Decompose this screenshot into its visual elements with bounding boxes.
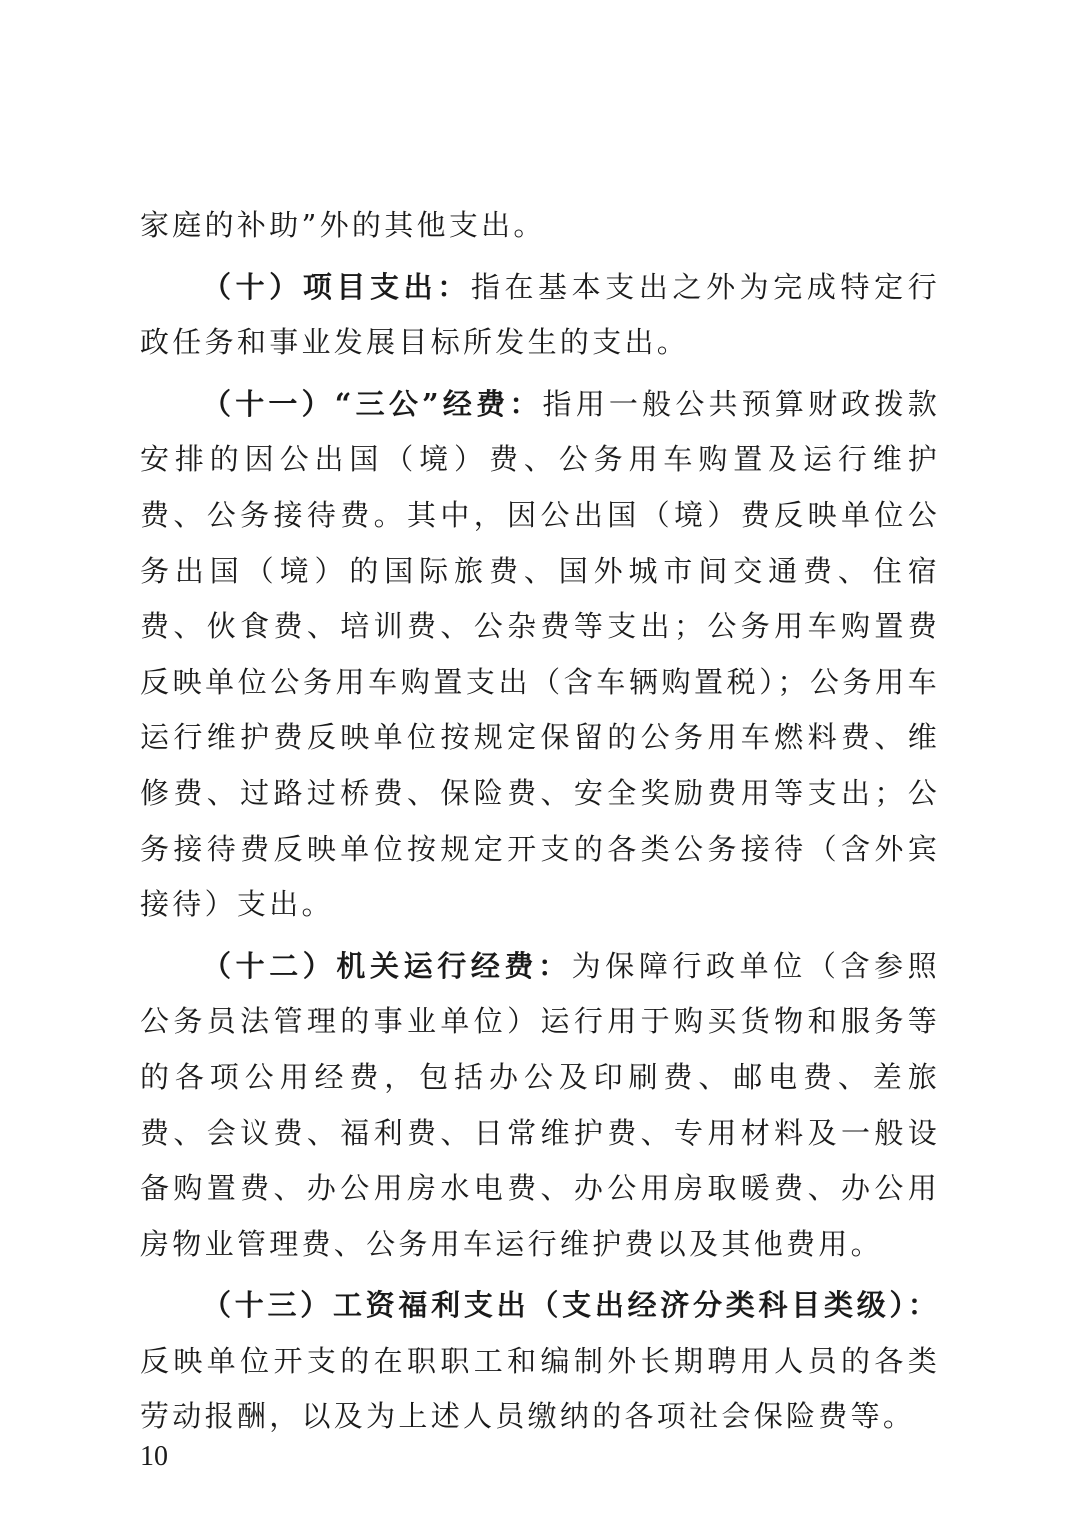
paragraph-term: （十三）工资福利支出（支出经济分类科目类级）：: [202, 1288, 940, 1323]
paragraph-salary-welfare-expenditure: [140, 1278, 940, 1445]
paragraph-three-public-funds: [140, 377, 940, 933]
paragraph-text: 反映单位开支的在职职工和编制外长期聘用人员的各类劳动报酬，以及为上述人员缴纳的各项社会保险费等。: [140, 1343, 940, 1434]
paragraph-term: （十）项目支出：: [202, 269, 471, 304]
paragraph-continuation: [140, 198, 940, 254]
paragraph-text: 为保障行政单位（含参照公务员法管理的事业单位）运行用于购买货物和服务等的各项公用经费，包括办公及印刷费、邮电费、差旅费、会议费、福利费、日常维护费、专用材料及一般设备购置费、办公用房水电费、办公用房取暖费、办公用房物业管理费、公务用车运行维护费以及其他费用。: [140, 948, 940, 1261]
paragraph-text: 指用一般公共预算财政拨款安排的因公出国（境）费、公务用车购置及运行维护费、公务接待费。其中，因公出国（境）费反映单位公务出国（境）的国际旅费、国外城市间交通费、住宿费、伙食费、培训费、公杂费等支出；公务用车购置费反映单位公务用车购置支出（含车辆购置税）；公务用车运行维护费反映单位按规定保留的公务用车燃料费、维修费、过路过桥费、保险费、安全奖励费用等支出；公务接待费反映单位按规定开支的各类公务接待（含外宾接待）支出。: [140, 386, 940, 922]
paragraph-term: （十二）机关运行经费：: [202, 948, 572, 983]
paragraph-term: （十一）“三公”经费：: [202, 386, 543, 421]
paragraph-text: 家庭的补助”外的其他支出。: [140, 208, 546, 242]
paragraph-text: 指在基本支出之外为完成特定行政任务和事业发展目标所发生的支出。: [140, 269, 941, 360]
page-number: 10: [140, 1441, 168, 1472]
paragraph-project-expenditure: [140, 260, 940, 371]
document-body: [140, 198, 940, 1445]
paragraph-agency-operating-funds: [140, 939, 940, 1273]
